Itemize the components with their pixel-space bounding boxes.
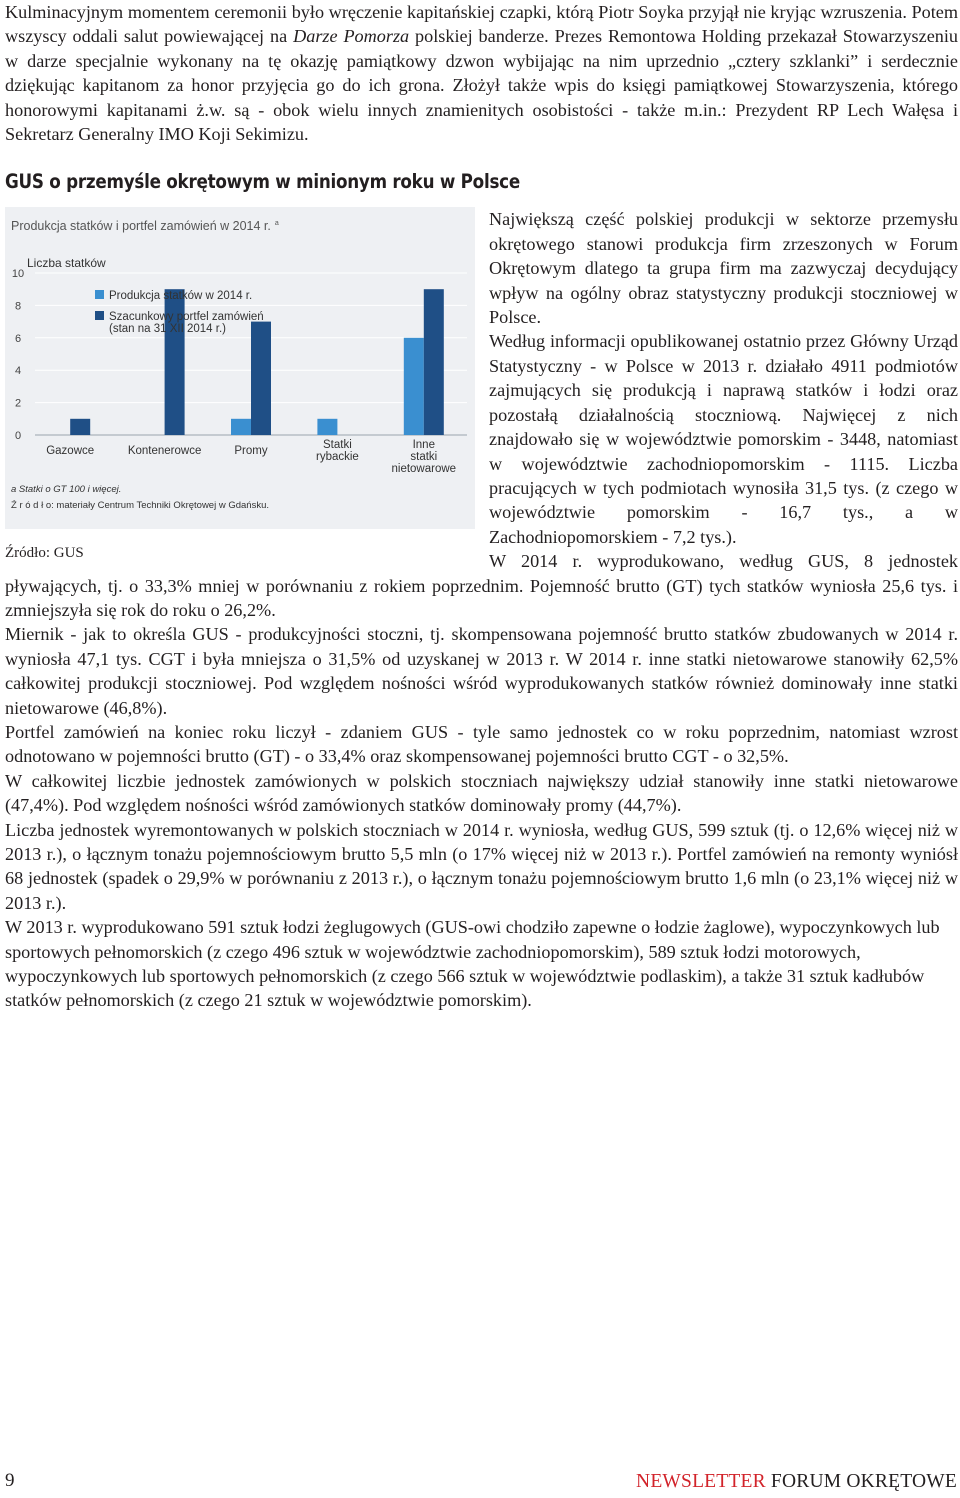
body-paragraph-7: Liczba jednostek wyremontowanych w polskich stoczniach w 2014 r. wyniosła, według GUS, 599 sztuk (tj. o 12,6% więcej niż w 2013 r.), o łącznym tonażu pojemnościowym brutto 5,5 mln (o 17% więcej niż w 2013 r.). Portfel zamówień na remonty wyniósł 68 jednostek (spadek o 29,9% w porównaniu z 2013 r.), o łącznym tonażu pojemnościowym brutto 1,6 mln (o 23,1% więcej niż w 2013 r.). (5, 819, 958, 913)
chart-footnote: a Statki o GT 100 i więcej. (11, 484, 122, 496)
category-label (46, 445, 94, 457)
legend-label-line: Produkcja statków w 2014 r. (109, 290, 253, 303)
y-tick-label: 8 (14, 300, 22, 313)
y-tick-label: 6 (14, 333, 22, 346)
bar-production (231, 419, 251, 435)
y-tick-label: 10 (11, 268, 25, 281)
category-label-line: statki (410, 451, 438, 464)
legend-swatch (95, 290, 104, 299)
bar-chart (5, 207, 475, 529)
legend-label-line: Szacunkowy portfel zamówień (109, 311, 264, 324)
body-paragraph-6: W całkowitej liczbie jednostek zamówionych w polskich stoczniach największy udział stanowiły inne statki nietowarowe (47,4%). Pod względem nośności wśród zamówionych statków dominowały promy (44,7%). (5, 770, 958, 816)
figure-source: Źródło: GUS (5, 545, 84, 562)
newsletter-title (636, 1471, 957, 1493)
bar-production (404, 338, 424, 435)
intro-text-1: Kulminacyjnym momentem ceremonii było wręczenie kapitańskiej czapki, którą Piotr Soyka przyjął nie kryjąc wzruszenia. Potem wszyscy oddali salut powiewającej na (5, 2, 958, 47)
ship-name-italic: Darze Pomorza (293, 26, 410, 47)
category-label-line: Promy (234, 445, 268, 458)
bar-orders (70, 419, 90, 435)
chart-container (5, 207, 475, 529)
page-content (5, 0, 958, 1013)
article-heading: GUS o przemyśle okrętowym w minionym roku w Polsce (5, 170, 520, 194)
y-tick-label: 0 (14, 430, 22, 443)
category-label-line: nietowarowe (391, 463, 457, 476)
legend-label (109, 290, 252, 302)
chart-title-superscript: a (274, 220, 279, 228)
category-label-line: Inne (412, 439, 435, 452)
page-number: 9 (5, 1470, 15, 1491)
bar-production (317, 419, 337, 435)
body-paragraph-1: Największą część polskiej produkcji w sektorze przemysłu okrętowego stanowi produkcja firm zrzeszonych w Forum Okrętowym dlatego ta grupa firm ma zazwyczaj decydujący wpływ na ogólny obraz statystyczny produkcji stoczniowej w Polsce. (489, 209, 958, 328)
page-footer (0, 1470, 960, 1498)
category-label-line: rybackie (315, 451, 359, 464)
body-paragraph-4: Miernik - jak to określa GUS - produkcyjności stoczni, tj. skompensowana pojemność brutto statków zbudowanych w 2014 r. wyniosła 47,1 tys. CGT i była mniejsza o 31,5% od uzyskanej w 2013 r. W 2014 r. inne statki nietowarowe stanowiły 62,5% całkowitej produkcji stoczniowej. Pod względem nośności wśród wyprodukowanych statków również dominowały inne statki nietowarowe (46,8%). (5, 624, 958, 718)
legend-label-line: (stan na 31 XII 2014 r.) (109, 323, 226, 336)
bar-orders (251, 322, 271, 435)
y-tick-label: 2 (14, 398, 22, 411)
category-label-line: Statki (323, 439, 352, 452)
body-paragraph-2: Według informacji opublikowanej ostatnio przez Główny Urząd Statystyczny - w Polsce w 2013 r. działało 4911 podmiotów zajmujących się produkcją i naprawą statków i łodzi oraz pozostałą działalnością stoczniową. Najwięcej z nich znajdowało się w województwie pomorskim - 3448, natomiast w województwie zachodniopomorskim - 1115. Liczba pracujących w tych podmiotach wynosiła 31,5 tys. (z czego w województwie pomorskim - 16,7 tys., a w Zachodniopomorskiem - 7,2 tys.). (489, 331, 958, 547)
legend-swatch (95, 311, 104, 320)
forum-okretowe-word: FORUM OKRĘTOWE (770, 1471, 957, 1492)
chart-figure (5, 207, 475, 567)
intro-text-2: polskiej banderze. Prezes Remontowa Holding przekazał Stowarzyszeniu w darze specjalnie wykonany na tę okazję pamiątkowy dzwon wybijając na nim uprzednio „cztery szklanki” i serdecznie dziękując kapitanom za honor przyjęcia go do ich grona. Złożył także wpis do księgi pamiątkowej Stowarzyszenia, którego honorowymi kapitanami ż.w. są - obok wielu innych znamienitych osobistości - także m.in.: Prezydent RP Lech Wałęsa i Sekretarz Generalny IMO Koji Sekimizu. (5, 26, 959, 145)
category-label (128, 445, 202, 457)
intro-paragraph (5, 0, 958, 146)
bar-orders (424, 290, 444, 436)
chart-title: Produkcja statków i portfel zamówień w 2014 r. $^a$ (11, 219, 279, 234)
y-axis-label: Liczba statków (27, 256, 106, 271)
category-label-line: Gazowce (46, 445, 95, 458)
newsletter-word: NEWSLETTER (636, 1471, 766, 1492)
chart-source-note: Ź r ó d ł o: materiały Centrum Techniki Okrętowej w Gdańsku. (11, 500, 270, 512)
category-label (234, 445, 267, 457)
body-paragraph-8: W 2013 r. wyprodukowano 591 sztuk łodzi żeglugowych (GUS-owi chodziło zapewne o łodzie żaglowe), wypoczynkowych lub sportowych pełnomorskich (z czego 496 sztuk w województwie zachodniopomorskim), 589 sztuk łodzi motorowych, wypoczynkowych lub sportowych pełnomorskich (z czego 566 sztuk w województwie podlaskim), a także 31 sztuk kadłubów statków pełnomorskich (z czego 21 sztuk w województwie pomorskim). (5, 917, 940, 1011)
body-paragraph-3: W 2014 r. wyprodukowano, według GUS, 8 jednostek pływających, tj. o 33,3% mniej w porównaniu z rokiem poprzednim. Pojemność brutto (GT) tych statków wyniosła 25,6 tys. i zmniejszyła się rok do roku o 26,2%. (5, 551, 958, 620)
body-paragraph-5: Portfel zamówień na koniec roku liczył - zdaniem GUS - tyle samo jednostek co w roku poprzednim, natomiast wzrost odnotowano w pojemności brutto (GT) - o 33,4% oraz skompensowanej pojemności brutto CGT - o 32,5%. (5, 721, 958, 767)
y-tick-label: 4 (14, 365, 22, 378)
category-label-line: Kontenerowce (127, 445, 202, 458)
